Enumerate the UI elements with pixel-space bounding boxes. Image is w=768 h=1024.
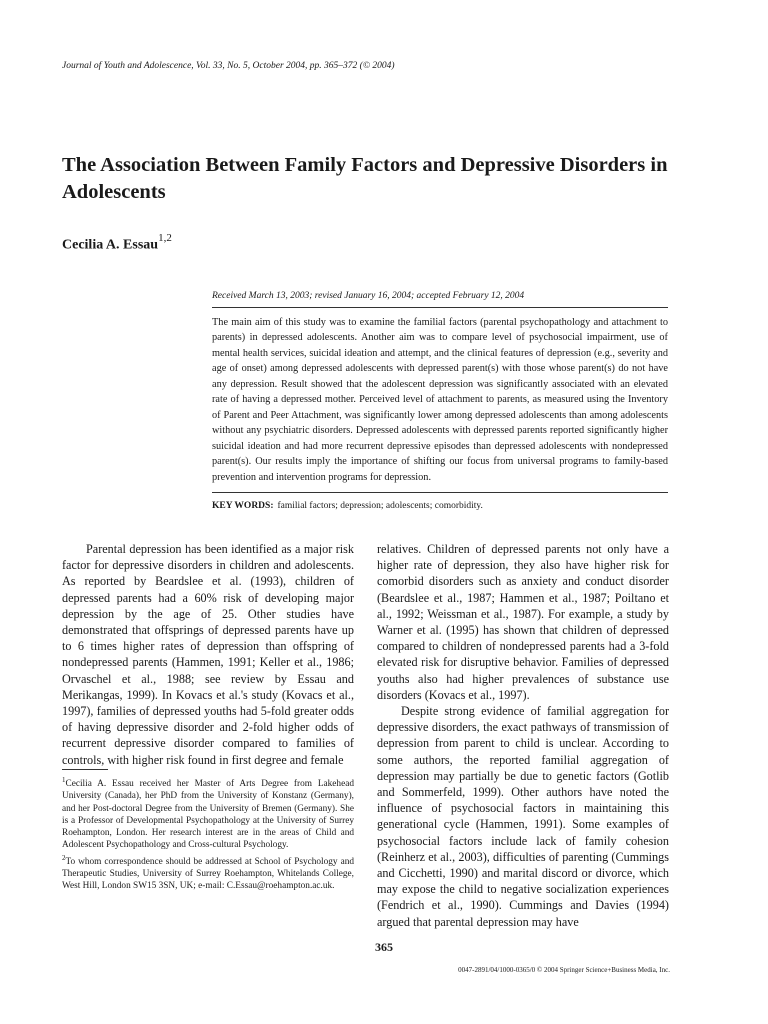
body-paragraph: Despite strong evidence of familial aggregation for depressive disorders, the exact pathways of transmission of depression from parent to child is unclear. According to some authors, the reported familial aggregation of depression may partially be due to genetic factors (Gotlib and Sommerfeld, 1999). Other authors have noted the influence of psychosocial factors in maintaining this generational cycle (Hammen, 1991). Some examples of psychosocial factors include lack of family cohesion (Reinherz et al., 2003), difficulties of parenting (Cummings and Cicchetti, 1990) and marital discord or divorce, which may expose the child to negative socialization experiences (Fendrich et al., 1990). Cummings and Davies (1994) argued that parental depression may have [377,704,669,929]
page-number: 365 [375,940,393,954]
journal-citation: Journal of Youth and Adolescence, Vol. 33, No. 5, October 2004, pp. 365–372 (© 2004) [62,61,395,71]
keywords-label: KEY WORDS: [212,501,274,511]
keywords-text: familial factors; depression; adolescents; comorbidity. [277,501,483,511]
body-paragraph: relatives. Children of depressed parents not only have a higher rate of depression, they also have higher risk for comorbid disorders such as anxiety and conduct disorder (Beardslee et al., 1987; Hammen et al., 1987; Poiltano et al., 1992; Weissman et al., 1987). For example, a study by Warner et al. (1995) has shown that children of depressed compared to children of nondepressed parents had a 3-fold elevated risk for disruptive behavior. Families of depressed youths also had higher prevalences of substance use disorders (Kovacs et al., 1997). [377,542,669,702]
abstract: The main aim of this study was to examine the familial factors (parental psychopathology and attachment to parents) in depressed adolescents. Another aim was to compare level of psychosocial impairment, use of mental health services, suicidal ideation and attempt, and the clinical features of depression (e.g., severity and age of onset) among depressed adolescents with depressed parent(s) with those whose parent(s) do not have any depression. Result showed that the adolescent depression was significantly associated with an elevated rate of having a depressed mother. Perceived level of attachment to parents, as measured using the Inventory of Parent and Peer Attachment, was significantly lower among depressed adolescents than among adolescents without any psychiatric disorders. Depressed adolescents with depressed parents reported significantly higher suicidal ideation and had more recurrent depressive episodes than depressed adolescents with nondepressed parent(s). Our results imply the importance of shifting our focus from universal programs to family-based prevention and intervention programs for depression. [212,317,668,483]
received-dates: Received March 13, 2003; revised January 16, 2004; accepted February 12, 2004 [212,291,525,301]
footnote-text: To whom correspondence should be addressed at School of Psychology and Therapeutic Studies, University of Surrey Roehampton, Whitelands College, West Hill, London SW15 3SN, UK; e-mail: C.Essau@roehampton.ac.uk. [62,856,354,892]
author-name: Cecilia A. Essau [62,237,159,253]
footnote-rule [62,769,108,770]
footnotes [62,774,354,892]
abstract-bottom-rule [212,492,668,493]
body-paragraph: Parental depression has been identified as a major risk factor for depressive disorders in children and adolescents. As reported by Beardslee et al. (1993), children of depressed parents had a 60% risk of developing major depression by the age of 25. Other studies have demonstrated that offsprings of depressed parents have up to 6 times higher rates of depression than offspring of nondepressed parents (Hammen, 1991; Keller et al., 1986; Orvaschel et al., 1988; see review by Essau and Merikangas, 1999). In Kovacs et al.'s study (Kovacs et al., 1997), families of depressed youths had 5-fold greater odds of having depressive disorder and 2-fold higher odds of recurrent depressive disorder compared to families of controls, with higher risk found in first degree and female [62,542,354,767]
footnote-mark: 1 [62,776,66,784]
footnote [62,852,354,893]
article-title: The Association Between Family Factors and Depressive Disorders in Adolescents [62,154,668,203]
author-line [62,234,172,254]
abstract-top-rule [212,307,668,308]
copyright-line: 0047-2891/04/1000-0365/0 © 2004 Springer Science+Business Media, Inc. [458,966,670,974]
footnote-mark: 2 [62,853,66,862]
keywords [212,501,483,511]
footnote [62,774,354,852]
footnote-text: Cecilia A. Essau received her Master of Arts Degree from Lakehead University (Canada), her PhD from the University of Konstanz (Germany), and her Post-doctoral Degree from the University of Bremen (Germany). She is a Professor of Developmental Psychopathology at the University of Surrey Roehampton, London. Her research interest are in the areas of Child and Adolescent Psychopathology and Cross-cultural Psychology. [62,779,354,851]
body-column-right [377,541,669,930]
body-column-left [62,541,354,768]
author-affiliation-marks: 1,2 [158,232,172,244]
